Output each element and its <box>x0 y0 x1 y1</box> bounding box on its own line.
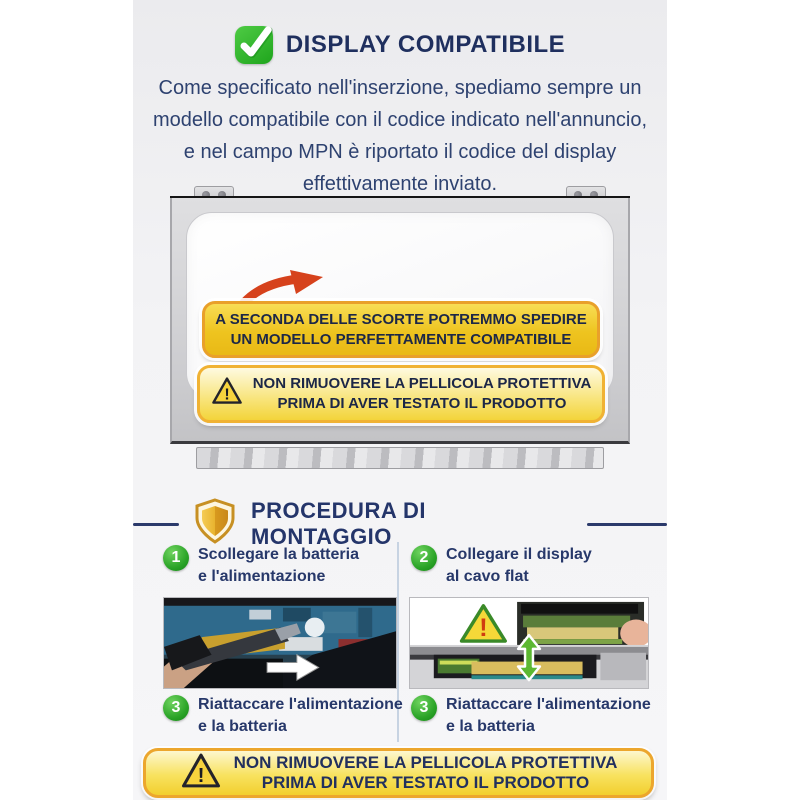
step-text-line: e l'alimentazione <box>198 568 326 585</box>
step-text-line: Riattaccare l'alimentazione <box>446 696 651 713</box>
step-text-line: Riattaccare l'alimentazione <box>198 696 403 713</box>
flat-cable-connect-photo <box>409 597 649 689</box>
intro-line: Come specificato nell'inserzione, spediamo sempre un <box>158 77 642 99</box>
check-icon <box>235 26 273 64</box>
step-text-line: e la batteria <box>446 718 535 735</box>
procedure-header <box>133 498 667 549</box>
battery-disconnect-photo <box>163 597 397 689</box>
step-2 <box>411 544 592 588</box>
intro-line: effettivamente inviato. <box>302 173 498 195</box>
lcd-panel-photo <box>170 186 630 472</box>
stock-warning-sticker <box>202 301 600 358</box>
stock-warning-line: UN MODELLO PERFETTAMENTE COMPATIBILE <box>230 330 572 348</box>
stock-warning-line: A SECONDA DELLE SCORTE POTREMMO SPEDIRE <box>215 310 587 328</box>
svg-text:!: ! <box>479 614 488 643</box>
svg-text:!: ! <box>224 386 230 404</box>
step-text-line: al cavo flat <box>446 568 529 585</box>
panel-foil-tape <box>196 447 604 469</box>
protective-film-warning-banner <box>143 748 654 798</box>
warning-triangle-icon <box>211 376 243 412</box>
warning-triangle-icon <box>180 752 222 795</box>
header <box>133 26 667 64</box>
banner-warning-line: PRIMA DI AVER TESTATO IL PRODOTTO <box>261 773 590 792</box>
step-text-line: Collegare il display <box>446 546 592 563</box>
step-number-badge: 3 <box>163 695 189 721</box>
shield-icon <box>193 498 237 551</box>
step-number-badge: 1 <box>163 545 189 571</box>
divider-line <box>587 523 667 526</box>
step-number-badge: 2 <box>411 545 437 571</box>
step-1 <box>163 544 359 588</box>
step-text-line: Scollegare la batteria <box>198 546 359 563</box>
procedure-title: PROCEDURA DI MONTAGGIO <box>250 498 427 549</box>
step-3-left <box>163 694 403 738</box>
step-number-badge: 3 <box>411 695 437 721</box>
svg-text:!: ! <box>197 763 205 787</box>
step-3-right <box>411 694 651 738</box>
divider-line <box>133 523 179 526</box>
banner-warning-line: NON RIMUOVERE LA PELLICOLA PROTETTIVA <box>233 753 618 772</box>
film-warning-line: NON RIMUOVERE LA PELLICOLA PROTETTIVA <box>252 375 592 392</box>
intro-line: e nel campo MPN è riportato il codice del display <box>183 141 617 163</box>
content-column <box>133 0 667 800</box>
film-warning-sticker <box>197 365 605 423</box>
step-text-line: e la batteria <box>198 718 287 735</box>
intro-line: modello compatibile con il codice indicato nell'annuncio, <box>152 109 648 131</box>
film-warning-line: PRIMA DI AVER TESTATO IL PRODOTTO <box>277 395 567 412</box>
intro-paragraph <box>133 72 667 200</box>
page-title: DISPLAY COMPATIBILE <box>285 31 566 58</box>
